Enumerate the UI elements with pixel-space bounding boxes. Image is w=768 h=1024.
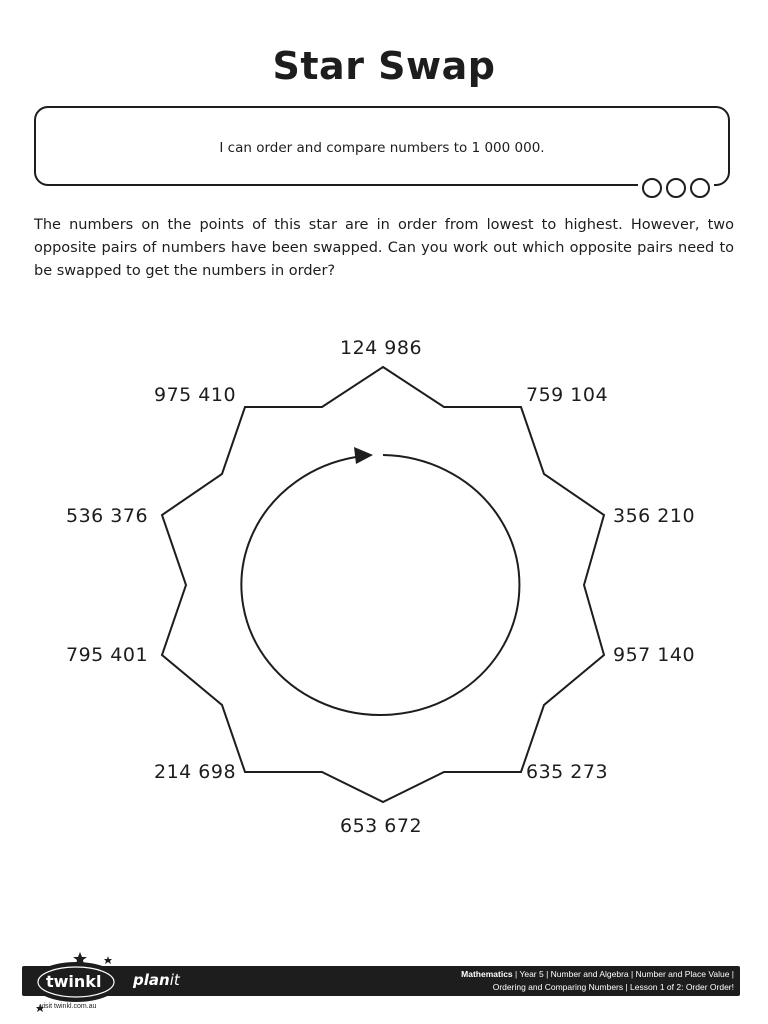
- footer-bar: [22, 966, 740, 996]
- star-number-bottom-right: 635 273: [526, 761, 609, 783]
- star-number-right-upper: 356 210: [613, 505, 696, 527]
- instructions-paragraph: The numbers on the points of this star are in order from lowest to highest. However, two opposite pairs of numbers have been swapped. Can you work out which opposite pairs need to be swapped to get the numbers in order?: [34, 217, 734, 279]
- star-number-top: 124 986: [340, 337, 423, 359]
- page-title: Star Swap: [272, 44, 496, 88]
- logo-wordmark: twinkl: [46, 972, 102, 991]
- arrowhead-icon: [354, 447, 373, 464]
- footer-line1: | Year 5 | Number and Algebra | Number and Place Value |: [515, 969, 734, 979]
- star-number-left-upper: 536 376: [66, 505, 149, 527]
- visit-website-text: visit twinkl.com.au: [40, 1003, 97, 1010]
- star-number-top-left: 975 410: [154, 384, 237, 406]
- star-number-left-lower: 795 401: [66, 644, 149, 666]
- footer-line2: Ordering and Comparing Numbers | Lesson 1 of 2: Order Order!: [492, 982, 734, 992]
- planit-bold: plan: [133, 971, 170, 989]
- planit-brand: [133, 971, 180, 989]
- footer-subject: Mathematics: [461, 969, 513, 979]
- star-number-bottom: 653 672: [340, 815, 423, 837]
- star-number-right-lower: 957 140: [613, 644, 696, 666]
- star-number-top-right: 759 104: [526, 384, 609, 406]
- footer-curriculum-text: [461, 968, 734, 994]
- learning-objective-text: I can order and compare numbers to 1 000 000.: [219, 140, 545, 156]
- star-outline: [162, 367, 604, 802]
- clockwise-arrow-circle: [241, 455, 519, 715]
- planit-rest: it: [169, 971, 180, 989]
- star-number-bottom-left: 214 698: [154, 761, 237, 783]
